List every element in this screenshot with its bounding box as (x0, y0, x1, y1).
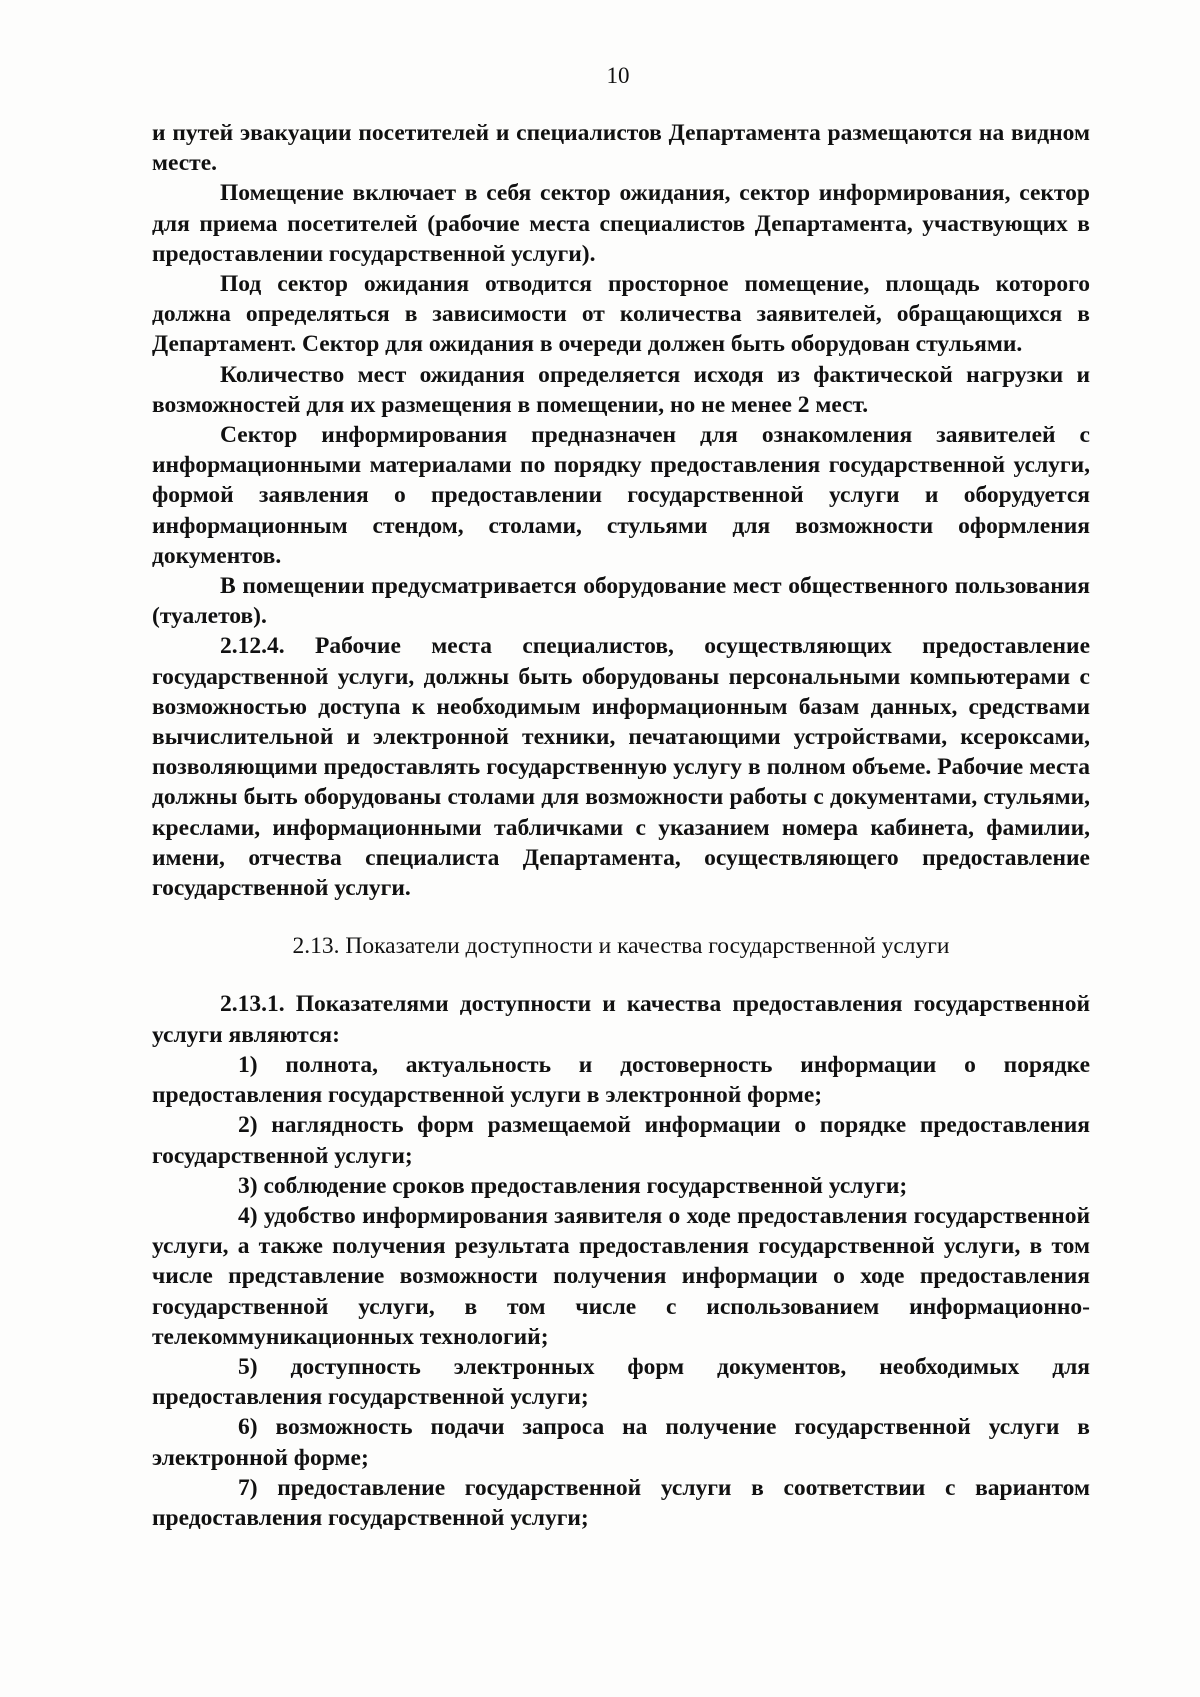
page-number: 10 (606, 63, 630, 88)
paragraph: Количество мест ожидания определяется исходя из фактической нагрузки и возможностей для их размещения в помещении, но не менее 2 мест. (152, 361, 1090, 418)
paragraph: Под сектор ожидания отводится просторное помещение, площадь которого должна определяться в зависимости от количества заявителей, обращающихся в Департамент. Сектор для ожидания в очереди должен быть оборудован стульями. (152, 271, 1090, 358)
section-intro: 2.13.1. Показателями доступности и качества предоставления государственной услуги являются: (152, 991, 1090, 1048)
list-item: 6) возможность подачи запроса на получение государственной услуги в электронной форме; (152, 1414, 1090, 1471)
list-item: 5) доступность электронных форм документов, необходимых для предоставления государственной услуги; (152, 1353, 1090, 1411)
section-heading: 2.13. Показатели доступности и качества государственной услуги (292, 933, 950, 960)
paragraph: Помещение включает в себя сектор ожидания, сектор информирования, сектор для приема посетителей (рабочие места специалистов Департамента, участвующих в предоставлении государственной услуги). (152, 180, 1090, 267)
list-item: 7) предоставление государственной услуги в соответствии с вариантом предоставления государственной услуги; (152, 1474, 1090, 1531)
document-body (152, 118, 1090, 1533)
paragraph-continuation: и путей эвакуации посетителей и специалистов Департамента размещаются на видном месте. (152, 120, 1090, 177)
paragraph: 2.12.4. Рабочие места специалистов, осуществляющих предоставление государственной услуги, должны быть оборудованы персональными компьютерами с возможностью доступа к необходимым информационным базам данных, средствами вычислительной и электронной техники, печатающими устройствами, ксероксами, позволяющими предоставлять государственную услугу в полном объеме. Рабочие места должны быть оборудованы столами для возможности работы с документами, стульями, креслами, информационными табличками с указанием номера кабинета, фамилии, имени, отчества специалиста Департамента, осуществляющего предоставление государственной услуги. (152, 633, 1090, 902)
list-item: 3) соблюдение сроков предоставления государственной услуги; (238, 1172, 908, 1199)
list-item: 4) удобство информирования заявителя о ходе предоставления государственной услуги, а также получения результата предоставления государственной услуги, в том числе представление возможности получения информации о ходе предоставления государственной услуги, в том числе с использованием информационно-телекоммуникационных технологий; (152, 1202, 1090, 1350)
paragraph: В помещении предусматривается оборудование мест общественного пользования (туалетов). (152, 573, 1090, 630)
list-item: 2) наглядность форм размещаемой информации о порядке предоставления государственной услуги; (152, 1112, 1090, 1169)
list-item: 1) полнота, актуальность и достоверность информации о порядке предоставления государственной услуги в электронной форме; (152, 1051, 1090, 1109)
paragraph: Сектор информирования предназначен для ознакомления заявителей с информационными материалами по порядку предоставления государственной услуги, формой заявления о предоставлении государственной услуги и оборудуется информационным стендом, столами, стульями для возможности оформления документов. (152, 422, 1090, 569)
